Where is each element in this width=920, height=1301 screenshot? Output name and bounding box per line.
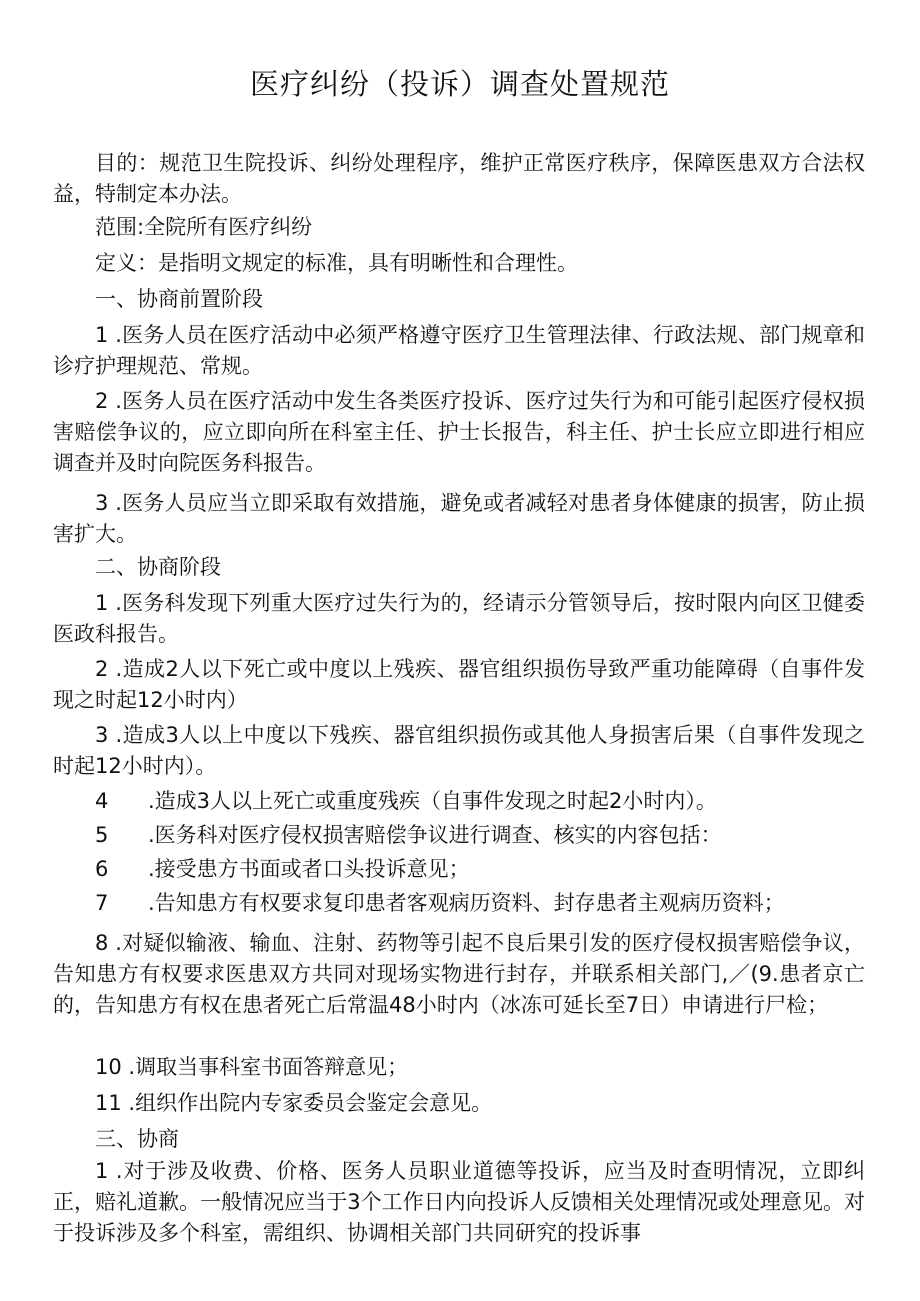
item-number: 6 bbox=[95, 857, 109, 881]
item-text: .造成3人以上死亡或重度残疾（自事件发现之时起2小时内）。 bbox=[148, 789, 717, 813]
section2-item-8: 8 .对疑似输液、输血、注射、药物等引起不良后果引发的医疗侵权损害赔偿争议，告知患方有权要求医患双方共同对现场实物进行封存，并联系相关部门,／(9.患者京亡的，告知患方有权在患者死亡后常温48小时内（冰冻可延长至7日）申请进行尸检； bbox=[53, 931, 865, 1017]
section2-item-11: 11 .组织作出院内专家委员会鉴定会意见。 bbox=[95, 1091, 493, 1115]
purpose-paragraph: 目的：规范卫生院投诉、纠纷处理程序，维护正常医疗秩序，保障医患双方合法权益，特制定本办法。 bbox=[53, 151, 865, 206]
section1-item-1: 1 .医务人员在医疗活动中必须严格遵守医疗卫生管理法律、行政法规、部门规章和诊疗护理规范、常规。 bbox=[53, 323, 865, 378]
item-number: 5 bbox=[95, 823, 109, 847]
section2-item-1: 1 .医务科发现下列重大医疗过失行为的，经请示分管领导后，按时限内向区卫健委医政科报告。 bbox=[53, 591, 865, 646]
item-text: .告知患方有权要求复印患者客观病历资料、封存患者主观病历资料； bbox=[148, 891, 785, 915]
section1-item-2: 2 .医务人员在医疗活动中发生各类医疗投诉、医疗过失行为和可能引起医疗侵权损害赔偿争议的，应立即向所在科室主任、护士长报告，科主任、护士长应立即进行相应调查并及时向院医务科报告。 bbox=[53, 389, 865, 475]
section3-item-1: 1 .对于涉及收费、价格、医务人员职业道德等投诉，应当及时查明情况，立即纠正，赔礼道歉。一般情况应当于3个工作日内向投诉人反馈相关处理情况或处理意见。对于投诉涉及多个科室，需组织、协调相关部门共同研究的投诉事 bbox=[53, 1159, 865, 1245]
section1-item-3: 3 .医务人员应当立即采取有效措施，避免或者减轻对患者身体健康的损害，防止损害扩大。 bbox=[53, 491, 865, 546]
section2-item-2: 2 .造成2人以下死亡或中度以上残疾、器官组织损伤导致严重功能障碍（自事件发现之时起12小时内） bbox=[53, 657, 865, 712]
definition-paragraph: 定义：是指明文规定的标准，具有明晰性和合理性。 bbox=[95, 251, 578, 275]
section2-item-3: 3 .造成3人以上中度以下残疾、器官组织损伤或其他人身损害后果（自事件发现之时起12小时内）。 bbox=[53, 723, 865, 778]
item-text: .医务科对医疗侵权损害赔偿争议进行调查、核实的内容包括： bbox=[148, 823, 722, 847]
section2-item-10: 10 .调取当事科室书面答辩意见； bbox=[95, 1055, 409, 1079]
document-title: 医疗纠纷（投诉）调查处置规范 bbox=[249, 67, 670, 101]
section-heading-3: 三、协商 bbox=[95, 1127, 179, 1151]
section-heading-2: 二、协商阶段 bbox=[95, 555, 221, 579]
section-heading-1: 一、协商前置阶段 bbox=[95, 287, 263, 311]
item-text: .接受患方书面或者口头投诉意见； bbox=[148, 857, 470, 881]
item-number: 7 bbox=[95, 891, 109, 915]
item-number: 4 bbox=[95, 789, 109, 813]
scope-paragraph: 范围:全院所有医疗纠纷 bbox=[95, 215, 313, 239]
